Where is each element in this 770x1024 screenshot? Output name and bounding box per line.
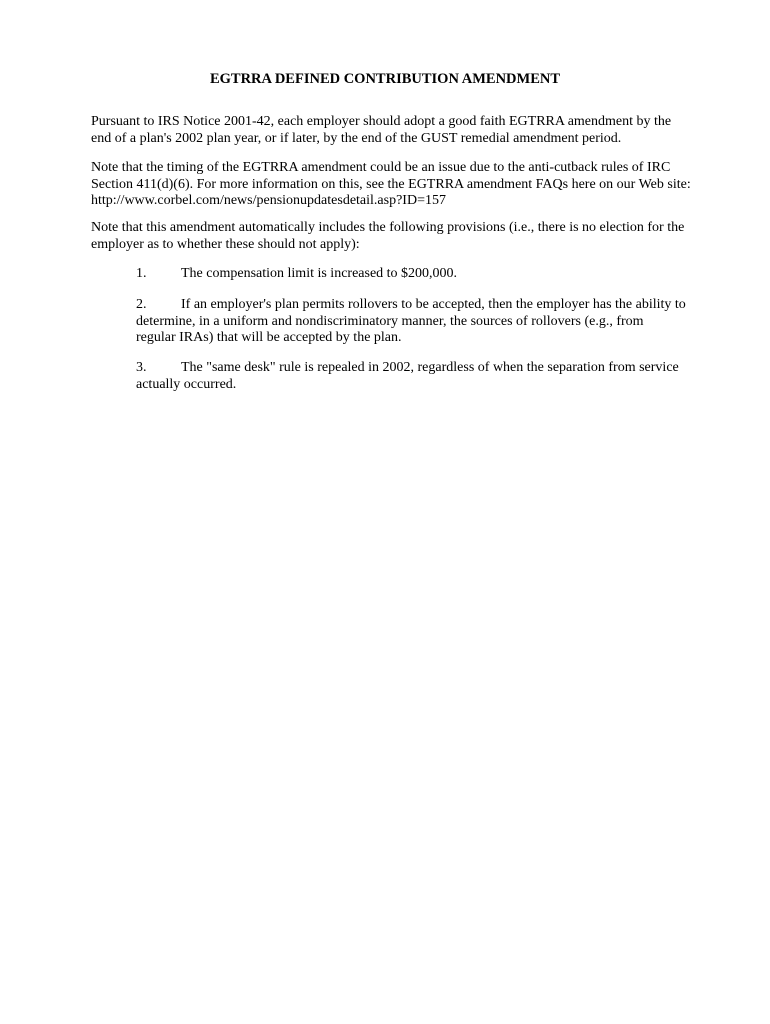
provision-item-3 <box>136 360 686 393</box>
paragraph-irs-notice: Pursuant to IRS Notice 2001-42, each employer should adopt a good faith EGTRRA amendment by the end of a plan's 2002 plan year, or if later, by the end of the GUST remedial amendment period. <box>91 114 672 146</box>
provision-text: The compensation limit is increased to $200,000. <box>181 266 458 281</box>
provision-number: 3. <box>136 360 147 375</box>
paragraph-provisions-intro: Note that this amendment automatically includes the following provisions (i.e., there is no election for the employer as to whether these should not apply): <box>91 220 685 252</box>
paragraph-timing-note: Note that the timing of the EGTRRA amendment could be an issue due to the anti-cutback rules of IRC Section 411(d)(6). For more information on this, see the EGTRRA amendment FAQs here on our Web site: http://www.corbel.com/news/pensionupdatesdetail.asp?ID=157 <box>91 160 691 208</box>
document-title: EGTRRA DEFINED CONTRIBUTION AMENDMENT <box>209 71 561 87</box>
provision-text: The "same desk" rule is repealed in 2002, regardless of when the separation from service actually occurred. <box>136 360 679 392</box>
provision-item-2 <box>136 297 686 347</box>
provision-number: 1. <box>136 266 147 281</box>
provision-text: If an employer's plan permits rollovers to be accepted, then the employer has the ability to determine, in a uniform and nondiscriminatory manner, the sources of rollovers (e.g., from regular IRAs) that will be accepted by the plan. <box>136 297 686 345</box>
provision-number: 2. <box>136 297 147 312</box>
provision-item-1 <box>136 266 686 283</box>
